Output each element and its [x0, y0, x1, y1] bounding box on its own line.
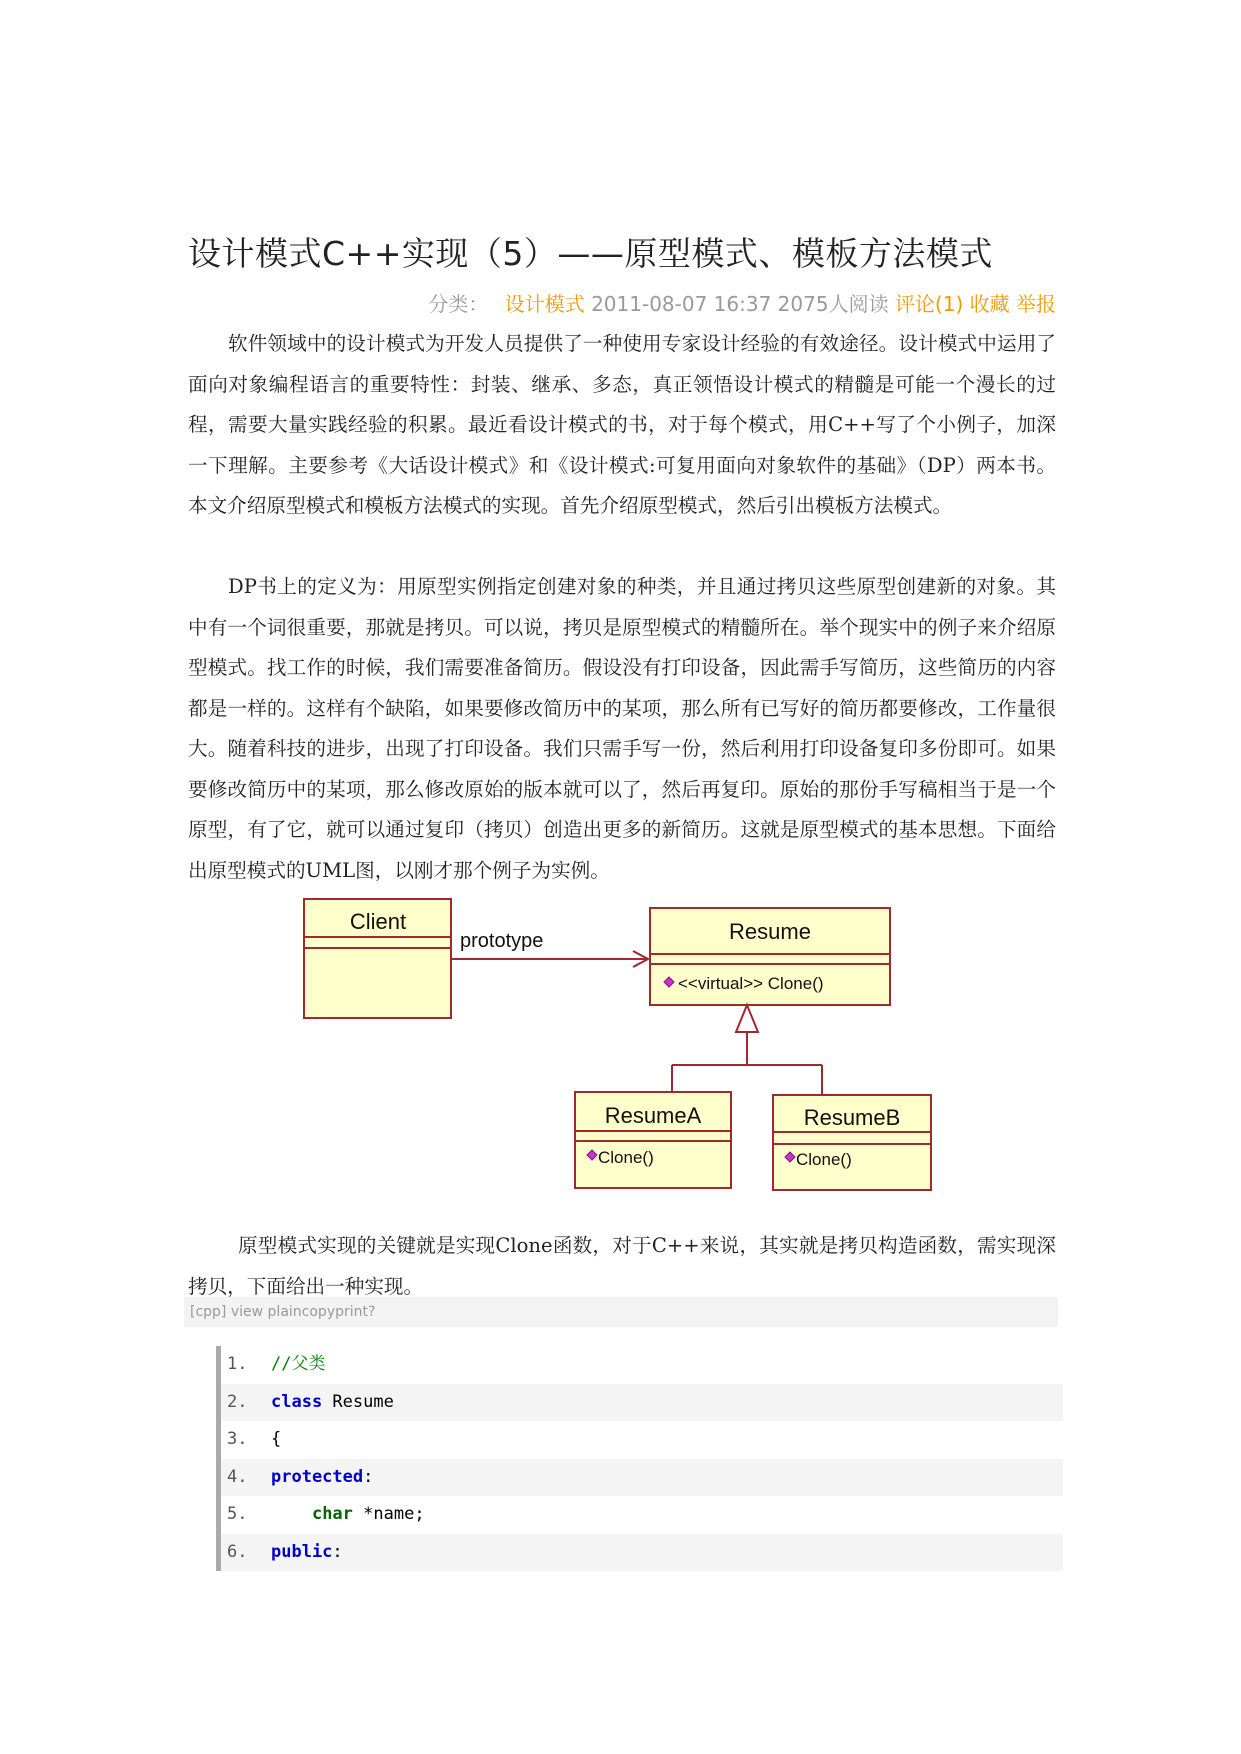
code-block: [216, 1346, 1063, 1571]
print-button[interactable]: print: [335, 1304, 369, 1320]
copy-button[interactable]: copy: [301, 1304, 336, 1320]
article-meta: [428, 288, 1056, 317]
resume-name: Resume: [729, 919, 811, 944]
resume-a-name: ResumeA: [604, 1103, 702, 1128]
code-line: [221, 1534, 1063, 1572]
code-keyword: class: [271, 1391, 323, 1412]
code-line: [221, 1384, 1063, 1422]
code-lang-label: [cpp]: [190, 1304, 227, 1320]
paragraph-implementation: 原型模式实现的关键就是实现Clone函数，对于C++来说，其实就是拷贝构造函数，需实现深拷贝，下面给出一种实现。: [188, 1234, 1056, 1298]
report-link[interactable]: 举报: [1016, 292, 1056, 316]
line-number: 4.: [227, 1466, 248, 1487]
inheritance-lines: [672, 1005, 822, 1095]
post-datetime: 2011-08-07 16:37: [591, 292, 772, 316]
line-number: 2.: [227, 1391, 248, 1412]
category-label: 分类：: [428, 292, 489, 316]
code-comment: //父类: [271, 1354, 326, 1374]
resume-b-name: ResumeB: [803, 1105, 901, 1130]
association-label: prototype: [460, 930, 544, 952]
code-line: [221, 1346, 1063, 1384]
code-indent: [271, 1504, 312, 1524]
code-text: *name;: [352, 1504, 425, 1524]
code-toolbar: [184, 1297, 1058, 1327]
client-name: Client: [349, 909, 407, 934]
code-text: {: [271, 1429, 282, 1449]
code-text: :: [332, 1541, 343, 1562]
code-line: [221, 1421, 1063, 1459]
line-number: 6.: [227, 1541, 248, 1562]
article-title: 设计模式C++实现（5）——原型模式、模板方法模式: [188, 234, 993, 273]
code-keyword: protected: [271, 1466, 364, 1487]
code-type: char: [311, 1504, 353, 1524]
code-line: [221, 1459, 1063, 1497]
resume-b-method: Clone(): [796, 1150, 852, 1169]
code-line: [221, 1496, 1063, 1534]
favorite-link[interactable]: 收藏: [969, 292, 1010, 316]
line-number: 5.: [227, 1504, 248, 1524]
paragraph-definition: DP书上的定义为：用原型实例指定创建对象的种类，并且通过拷贝这些原型创建新的对象。其中有一个词很重要，那就是拷贝。可以说，拷贝是原型模式的精髓所在。举个现实中的例子来介绍原型模式。找工作的时候，我们需要准备简历。假设没有打印设备，因此需手写简历，这些简历的内容都是一样的。这样有个缺陷，如果要修改简历中的某项，那么所有已写好的简历都要修改，工作量很大。随着科技的进步，出现了打印设备。我们只需手写一份，然后利用打印设备复印多份即可。如果要修改简历中的某项，那么修改原始的版本就可以了，然后再复印。原始的那份手写稿相当于是一个原型，有了它，就可以通过复印（拷贝）创造出更多的新简历。这就是原型模式的基本思想。下面给出原型模式的UML图，以刚才那个例子为实例。: [188, 575, 1056, 882]
paragraph-intro: 软件领域中的设计模式为开发人员提供了一种使用专家设计经验的有效途径。设计模式中运用了面向对象编程语言的重要特性：封装、继承、多态，真正领悟设计模式的精髓是可能一个漫长的过程，需要大量实践经验的积累。最近看设计模式的书，对于每个模式，用C++写了个小例子，加深一下理解。主要参考《大话设计模式》和《设计模式:可复用面向对象软件的基础》（DP）两本书。本文介绍原型模式和模板方法模式的实现。首先介绍原型模式，然后引出模板方法模式。: [188, 332, 1056, 517]
code-keyword: public: [271, 1541, 333, 1562]
resume-a-method: Clone(): [598, 1148, 654, 1167]
uml-diagram: [300, 897, 940, 1197]
comments-link[interactable]: 评论(1): [894, 292, 964, 316]
help-button[interactable]: ?: [368, 1304, 376, 1320]
read-count: 2075人阅读: [777, 292, 889, 316]
line-number: 3.: [227, 1429, 248, 1449]
code-text: :: [363, 1466, 374, 1487]
view-plain-button[interactable]: view plain: [230, 1304, 302, 1320]
category-link[interactable]: 设计模式: [504, 292, 585, 316]
association-arrow: [451, 951, 648, 967]
line-number: 1.: [227, 1354, 248, 1374]
resume-method: <<virtual>> Clone(): [678, 974, 824, 993]
code-text: Resume: [322, 1391, 394, 1412]
